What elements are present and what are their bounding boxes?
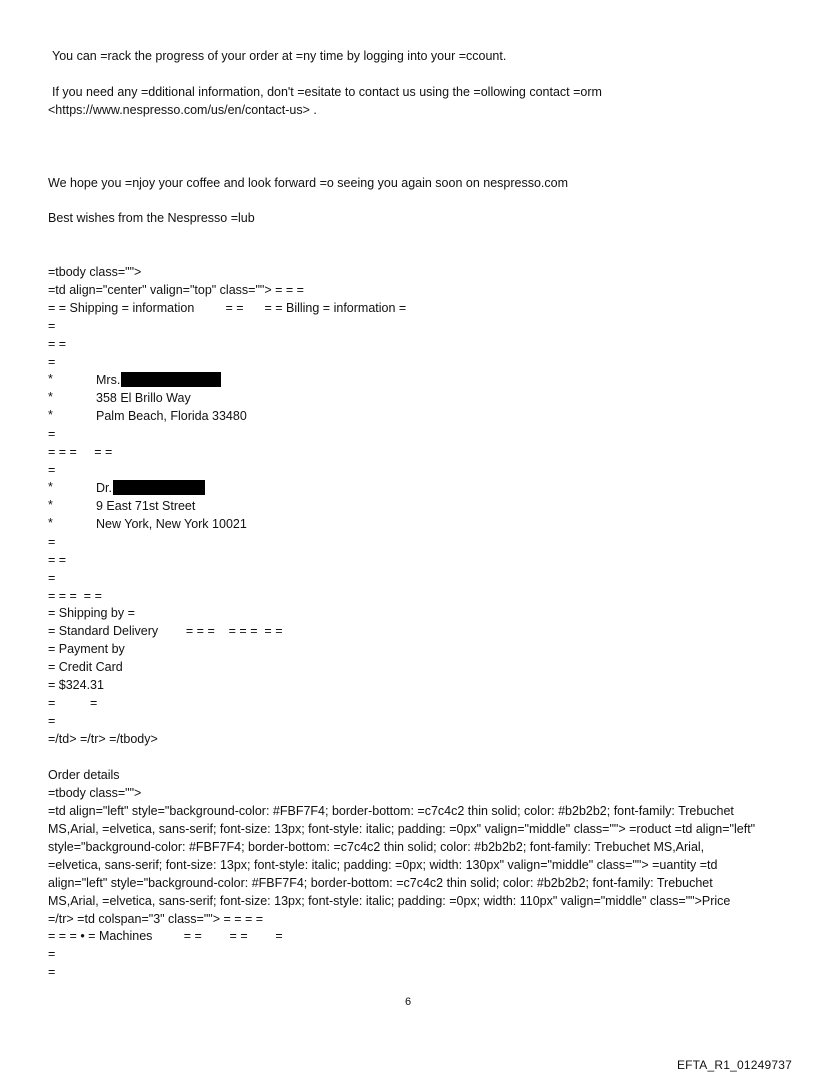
machines-line: = = = • = Machines = = = = =: [48, 929, 283, 943]
eq-line: = =: [48, 553, 67, 567]
track-order-line: You can =rack the progress of your order at =ny time by logging into your =ccount.: [52, 49, 507, 63]
bullet: *: [48, 480, 53, 494]
billing-name: [96, 480, 205, 496]
eq-line: = = = = =: [48, 589, 102, 603]
info-header-line: = = Shipping = information = = = = Billing = information =: [48, 301, 407, 315]
document-id: EFTA_R1_01249737: [676, 1058, 792, 1072]
eq-line: =: [48, 319, 56, 333]
fragment-td-open: =td align="center" valign="top" class=""> = = =: [48, 283, 304, 297]
bullet: *: [48, 516, 53, 530]
eq-line: =: [48, 947, 56, 961]
contact-line-1: If you need any =dditional information, don't =esitate to contact us using the =ollowing contact =orm: [52, 85, 602, 99]
shipping-city: Palm Beach, Florida 33480: [96, 409, 247, 423]
bullet: *: [48, 498, 53, 512]
eq-line: =: [48, 463, 56, 477]
bullet: *: [48, 408, 53, 422]
order-tbody-open: =tbody class="">: [48, 786, 142, 800]
shipping-street: 358 El Brillo Way: [96, 391, 191, 405]
fragment-close: =/td> =/tr> =/tbody>: [48, 732, 158, 746]
standard-delivery-line: = Standard Delivery = = = = = = = =: [48, 624, 283, 638]
contact-url: <https://www.nespresso.com/us/en/contact-us> .: [48, 103, 317, 117]
redaction-bar: [121, 372, 221, 387]
billing-city: New York, New York 10021: [96, 517, 247, 531]
credit-card-line: = Credit Card: [48, 660, 123, 674]
amount-line: = $324.31: [48, 678, 104, 692]
shipping-name: [96, 372, 221, 388]
page-number: 6: [404, 996, 412, 1008]
eq-line: =: [48, 427, 56, 441]
eq-line: =: [48, 571, 56, 585]
eq-line: = =: [48, 696, 98, 710]
bullet: *: [48, 390, 53, 404]
billing-street: 9 East 71st Street: [96, 499, 196, 513]
order-details-heading: Order details: [48, 768, 120, 782]
billing-salutation: Dr.: [96, 481, 112, 495]
fragment-tbody-open: =tbody class="">: [48, 265, 142, 279]
eq-line: =: [48, 355, 56, 369]
payment-by-line: = Payment by: [48, 642, 125, 656]
shipping-by-line: = Shipping by =: [48, 606, 135, 620]
eq-line: = =: [48, 337, 67, 351]
order-table-markup: =td align="left" style="background-color: #FBF7F4; border-bottom: =c7c4c2 thin solid; color: #b2b2b2; font-family: Trebuchet MS,Arial, =elvetica, sans-serif; font-size: 13px; font-style: italic; padding: =0px" valign="middle" class=""> =roduct =td align="left" style="background-color: #FBF7F4; border-bottom: =c7c4c2 thin solid; color: #b2b2b2; font-family: Trebuchet MS,Arial, =elvetica, sans-serif; font-size: 13px; font-style: italic; padding: =0px; width: 130px" valign="middle" class=""> =uantity =td align="left" style="background-color: #FBF7F4; border-bottom: =c7c4c2 thin solid; color: #b2b2b2; font-family: Trebuchet MS,Arial, =elvetica, sans-serif; font-size: 13px; font-style: italic; padding: =0px; width: 110px" valign="middle" class="">Price =/tr> =td colspan="3" class=""> = = = =: [48, 804, 756, 926]
eq-line: =: [48, 535, 56, 549]
eq-line: =: [48, 965, 56, 979]
eq-line: = = = = =: [48, 445, 113, 459]
best-wishes-line: Best wishes from the Nespresso =lub: [48, 211, 255, 225]
enjoy-line: We hope you =njoy your coffee and look forward =o seeing you again soon on nespresso.com: [48, 176, 569, 190]
bullet: *: [48, 372, 53, 386]
redaction-bar: [113, 480, 205, 495]
eq-line: =: [48, 714, 56, 728]
shipping-salutation: Mrs.: [96, 373, 121, 387]
